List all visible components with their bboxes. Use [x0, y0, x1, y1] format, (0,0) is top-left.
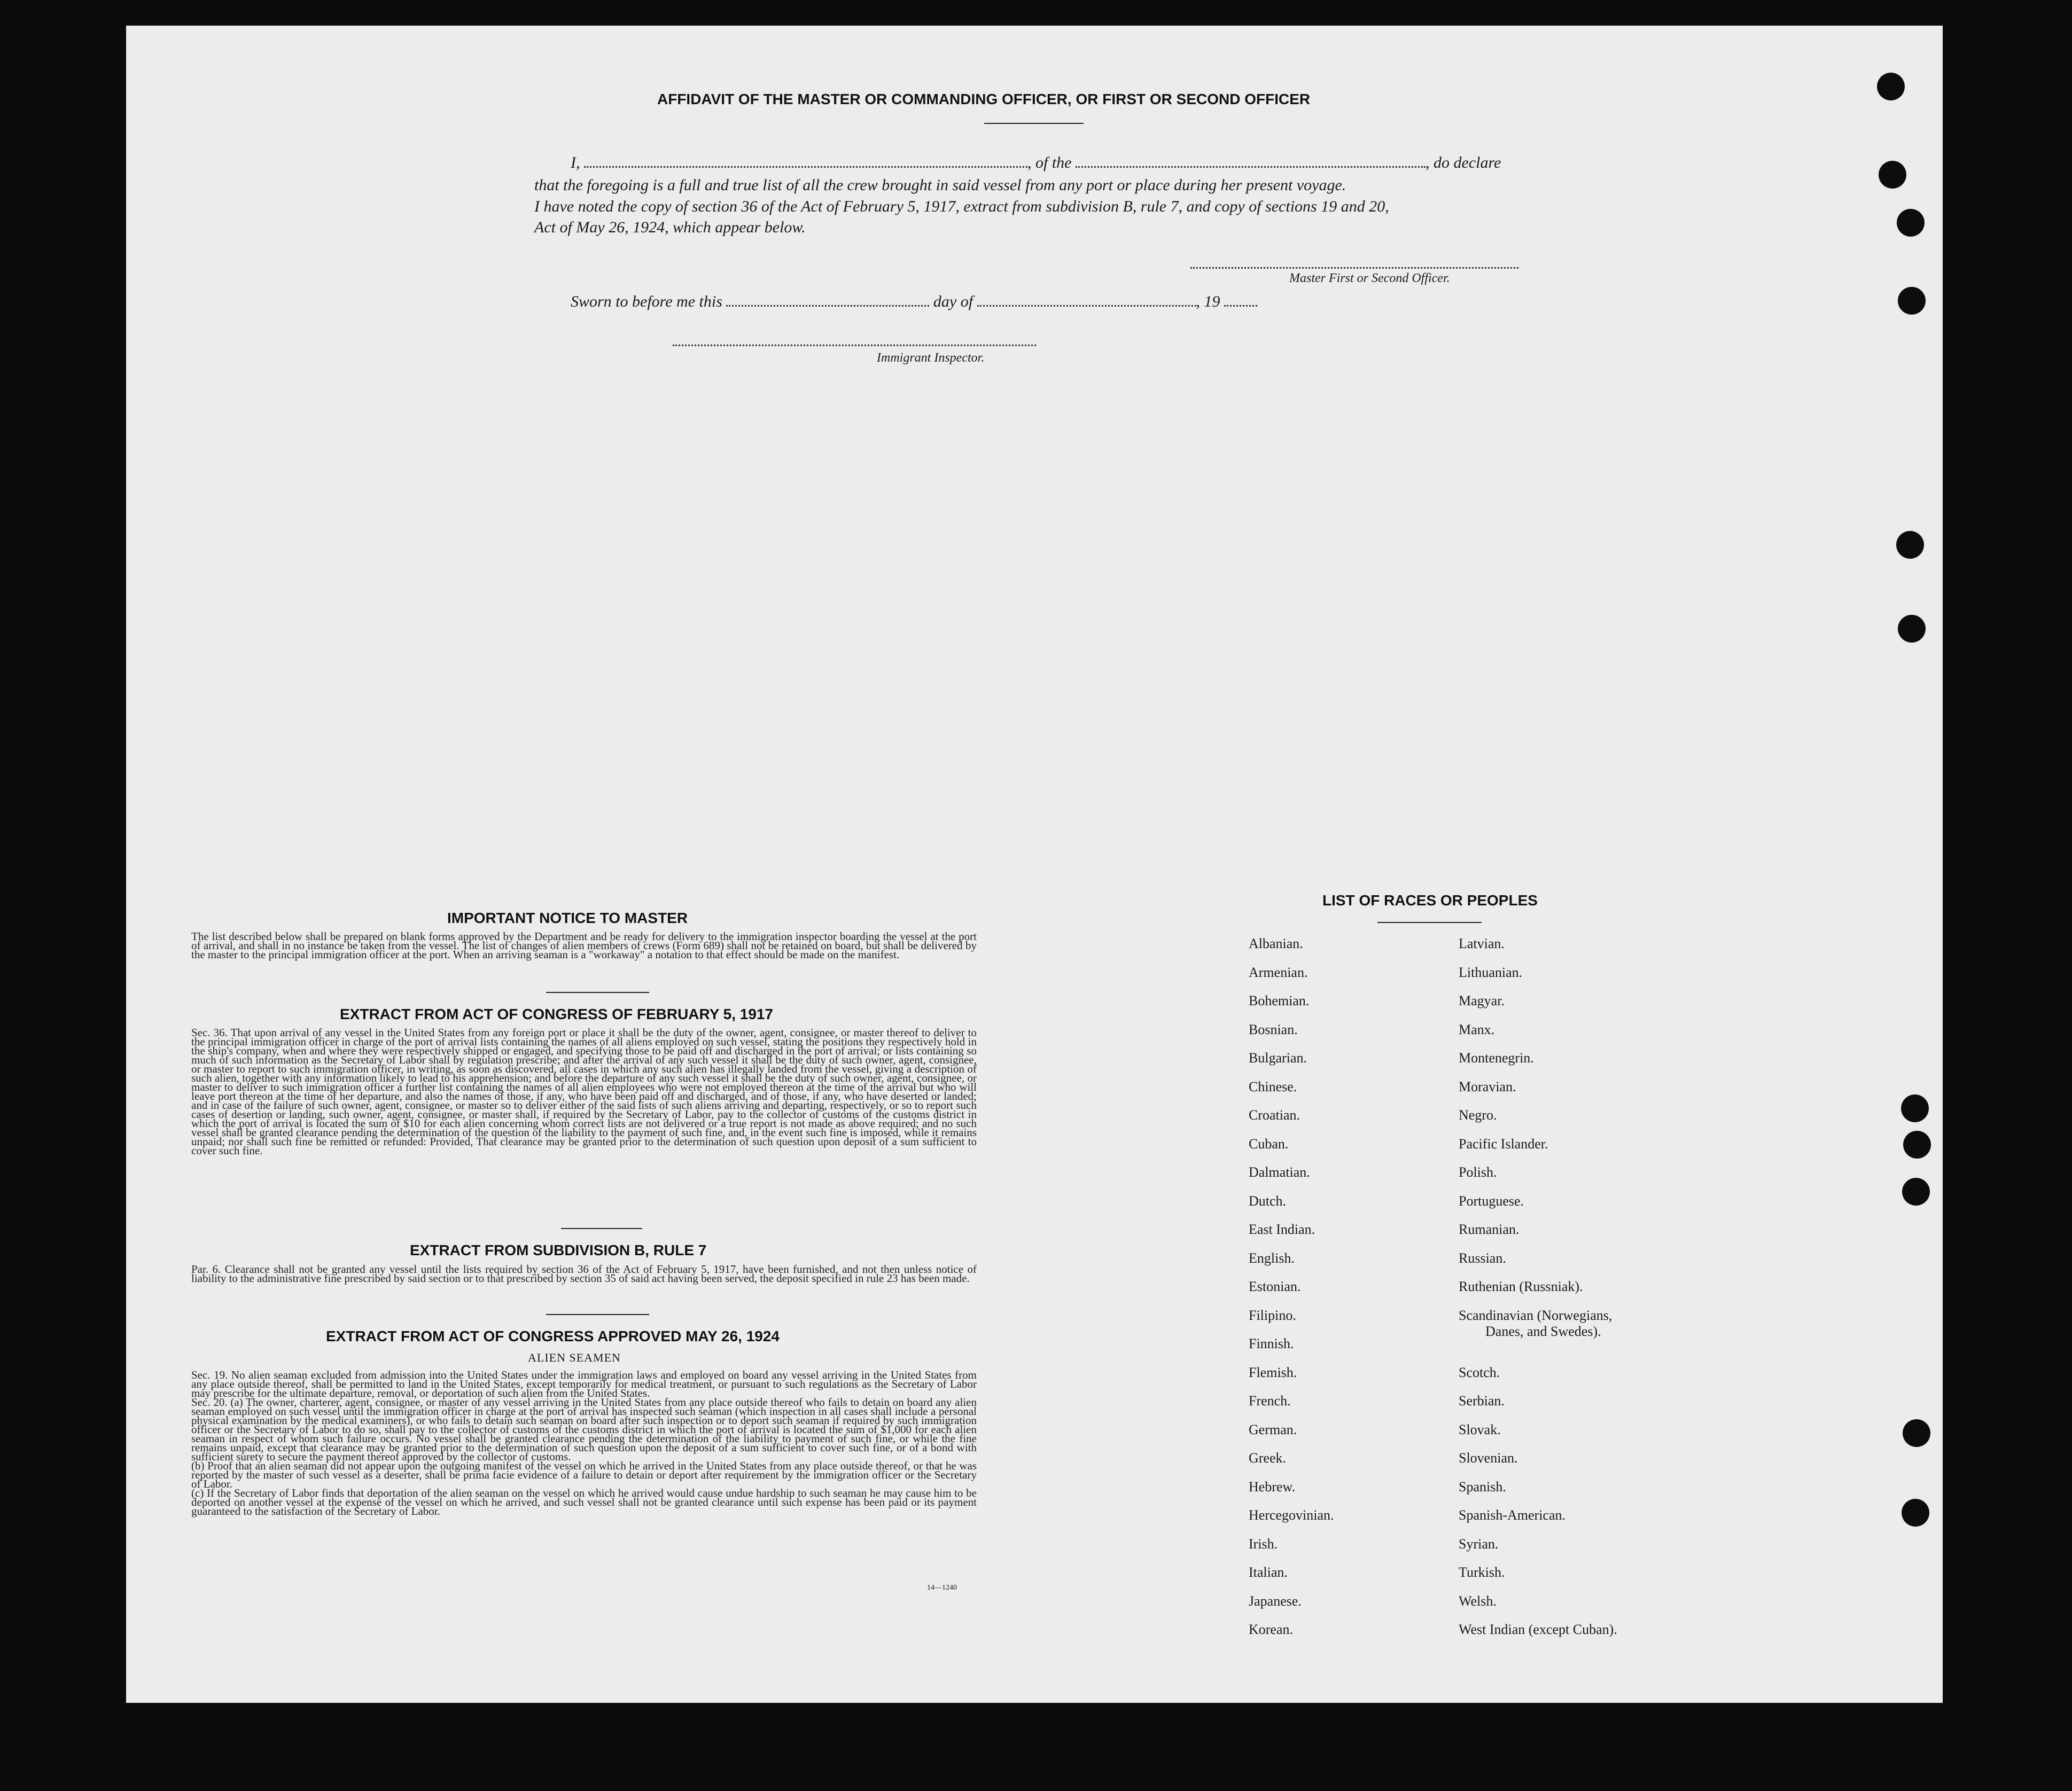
- race-label: Moravian.: [1459, 1078, 1516, 1094]
- race-label-continued: Danes, and Swedes).: [1485, 1323, 1601, 1339]
- binder-hole: [1902, 1178, 1930, 1206]
- sworn-day-field[interactable]: [726, 305, 929, 307]
- race-item: [1459, 1450, 1518, 1466]
- affidavit-i: I,: [571, 154, 580, 171]
- affidavit-declare: , do declare: [1426, 154, 1501, 171]
- notice-title: IMPORTANT NOTICE TO MASTER: [447, 910, 688, 926]
- affidavit-of-the: , of the: [1027, 154, 1072, 171]
- race-item: [1459, 1622, 1617, 1638]
- race-item: Estonian.: [1249, 1279, 1301, 1294]
- race-item: Bulgarian.: [1249, 1050, 1307, 1066]
- race-item: [1459, 1393, 1505, 1409]
- inspector-signature-line[interactable]: [673, 345, 1036, 346]
- race-item: Croatian.: [1249, 1107, 1300, 1123]
- binder-hole: [1898, 287, 1926, 315]
- race-item: [1459, 1136, 1548, 1152]
- race-label: Rumanian.: [1459, 1222, 1520, 1237]
- race-item: [1459, 1250, 1506, 1266]
- sworn-prefix: Sworn to before me this: [571, 293, 722, 310]
- extract-1924-title: EXTRACT FROM ACT OF CONGRESS APPROVED MAY 26, 1924: [326, 1328, 780, 1344]
- extract-1917-body: Sec. 36. That upon arrival of any vessel in the United States from any foreign port or place it shall be the duty of the owner, agent, consignee, or master thereof to deliver to the principal immigration officer in charge of the port of arrival lists containing the names of all aliens employed on such vessel, stating the positions they respectively hold in the ship's company, when and where they were respectively shipped or engaged, and specifying those to be paid off and discharged in the port of arrival; or lists containing so much of such information as the Secretary of Labor shall by regulation prescribe; and after the arrival of any such vessel it shall be the duty of such owner, agent, consignee, or master to report to such immigration officer, in writing, as soon as discovered, all cases in which any such alien has illegally landed from the vessel, giving a description of such alien, together with any information likely to lead to his apprehension; and before the departure of any such vessel it shall be the duty of such owner, agent, consignee, or master to deliver to such immigration officer a further list containing the names of all alien employees who were not employed thereon at the time of the arrival but who will leave port thereon at the time of her departure, and also the names of those, if any, who have been paid off and discharged, and of those, if any, who have deserted or landed; and in case of the failure of such owner, agent, consignee, or master so to deliver either of the said lists of such aliens arriving and departing, respectively, or so to report such cases of desertion or landing, such owner, agent, consignee, or master shall, if required by the Secretary of Labor, pay to the collector of customs of the customs district in which the port of arrival is located the sum of $10 for each alien concerning whom correct lists are not delivered or a true report is not made as above required; and no such vessel shall be granted clearance pending the determination of the question of the liability to the payment of such fine, and, in the event such fine is imposed, while it remains unpaid; nor shall such fine be remitted or refunded: Provided, That clearance may be granted prior to the determination of such question upon deposit of a sum sufficient to cover such fine.: [191, 1026, 977, 1157]
- divider: [1377, 922, 1482, 923]
- divider: [546, 1314, 649, 1315]
- race-label: Pacific Islander.: [1459, 1136, 1548, 1152]
- race-item: Finnish.: [1249, 1336, 1294, 1351]
- divider: [984, 123, 1084, 124]
- race-item: [1459, 1565, 1505, 1581]
- race-item: [1459, 936, 1505, 952]
- race-label: Manx.: [1459, 1021, 1495, 1037]
- race-label: Turkish.: [1459, 1565, 1505, 1580]
- race-label: Montenegrin.: [1459, 1050, 1534, 1066]
- race-label: Scotch.: [1459, 1364, 1500, 1380]
- race-item: Bosnian.: [1249, 1021, 1298, 1037]
- race-label: Syrian.: [1459, 1536, 1499, 1552]
- race-item: [1459, 1422, 1501, 1438]
- race-item: Italian.: [1249, 1565, 1288, 1580]
- race-item: Greek.: [1249, 1450, 1287, 1466]
- affidavit-title: AFFIDAVIT OF THE MASTER OR COMMANDING OFFICER, OR FIRST OR SECOND OFFICER: [657, 91, 1311, 107]
- race-item: [1459, 1107, 1497, 1123]
- race-item: Dalmatian.: [1249, 1164, 1310, 1180]
- binder-hole: [1901, 1094, 1929, 1122]
- race-item: [1459, 1308, 1612, 1340]
- sworn-month-field[interactable]: [977, 305, 1196, 307]
- affidavit-line1: [571, 152, 1543, 173]
- extract-1924-body: [191, 1368, 977, 1518]
- race-item: [1459, 1050, 1534, 1066]
- race-item: [1459, 1593, 1497, 1609]
- race-label: Slovak.: [1459, 1421, 1501, 1437]
- race-label: Ruthenian (Russniak).: [1459, 1279, 1583, 1294]
- binder-hole: [1898, 615, 1926, 643]
- race-item: Chinese.: [1249, 1078, 1297, 1094]
- race-label: Serbian.: [1459, 1393, 1505, 1409]
- race-label: Welsh.: [1459, 1593, 1497, 1609]
- race-item: English.: [1249, 1250, 1295, 1266]
- race-item: [1459, 1365, 1500, 1381]
- affidavit-line4: Act of May 26, 1924, which appear below.: [534, 218, 806, 236]
- race-label: Negro.: [1459, 1107, 1497, 1123]
- sworn-line: [571, 291, 1257, 312]
- race-label: Spanish.: [1459, 1479, 1506, 1495]
- race-label: Latvian.: [1459, 936, 1505, 951]
- race-item: Filipino.: [1249, 1307, 1296, 1323]
- races-title: LIST OF RACES OR PEOPLES: [1322, 892, 1538, 909]
- race-item: [1459, 965, 1522, 981]
- race-item: [1459, 1507, 1565, 1523]
- race-item: German.: [1249, 1421, 1297, 1437]
- notice-body: The list described below shall be prepared on blank forms approved by the Department and be ready for delivery to the immigration inspector boarding the vessel at the port of arrival, and shall in no instance be taken from the vessel. The list of changes of alien members of crews (Form 689) shall not be retained on board, but shall be delivered by the master to the principal immigration officer at the port. When an arriving seaman is a "workaway" a notation to that effect should be made on the manifest.: [191, 930, 977, 961]
- vessel-field[interactable]: [1076, 166, 1426, 168]
- sec19-text: Sec. 19. No alien seaman excluded from admission into the United States under the immigration laws and employed on board any vessel arriving in the United States from any place outside thereof, shall be permitted to land in the United States, except temporarily for medical treatment, or pursuant to such regulations as the Secretary of Labor may prescribe for the ultimate departure, removal, or deportation of such alien from the United States.: [191, 1368, 977, 1399]
- race-item: Flemish.: [1249, 1364, 1297, 1380]
- binder-hole: [1903, 1419, 1930, 1447]
- signature-label: Master First or Second Officer.: [1289, 271, 1450, 285]
- extract-1917-title: EXTRACT FROM ACT OF CONGRESS OF FEBRUARY 5, 1917: [340, 1006, 774, 1022]
- affidavit-line3: I have noted the copy of section 36 of the Act of February 5, 1917, extract from subdivision B, rule 7, and copy of sections 19 and 20,: [534, 198, 1389, 215]
- race-item: Cuban.: [1249, 1136, 1289, 1152]
- name-field[interactable]: [584, 166, 1027, 168]
- sworn-year-field[interactable]: [1224, 305, 1257, 307]
- race-item: Hebrew.: [1249, 1479, 1296, 1495]
- affidavit-line2: that the foregoing is a full and true list of all the crew brought in said vessel from any port or place during her present voyage.: [534, 176, 1346, 194]
- race-item: [1459, 1164, 1497, 1180]
- race-item: [1459, 1479, 1506, 1495]
- binder-hole: [1896, 531, 1924, 559]
- sec20b-text: (b) Proof that an alien seaman did not appear upon the outgoing manifest of the vessel on which he arrived in the United States from any place outside thereof, or that he was reported by the master of such vessel as a deserter, shall be prima facie evidence of a failure to detain or deport after requirement by the immigration officer or the Secretary of Labor.: [191, 1459, 977, 1490]
- race-label: Magyar.: [1459, 993, 1505, 1008]
- race-label: Slovenian.: [1459, 1450, 1518, 1466]
- binder-hole: [1879, 161, 1906, 189]
- race-label: Scandinavian (Norwegians,: [1459, 1307, 1613, 1323]
- race-item: Korean.: [1249, 1622, 1294, 1637]
- race-item: [1459, 1279, 1583, 1295]
- inspector-label: Immigrant Inspector.: [877, 351, 985, 365]
- divider: [561, 1228, 642, 1229]
- binder-hole: [1902, 1499, 1929, 1527]
- race-item: Albanian.: [1249, 936, 1303, 951]
- race-item: East Indian.: [1249, 1222, 1315, 1237]
- race-item: Japanese.: [1249, 1593, 1302, 1609]
- race-label: Portuguese.: [1459, 1193, 1524, 1209]
- race-label: Polish.: [1459, 1164, 1497, 1180]
- race-item: [1459, 1079, 1516, 1095]
- race-item: Irish.: [1249, 1536, 1278, 1552]
- race-label: Spanish-American.: [1459, 1507, 1566, 1523]
- race-label: Russian.: [1459, 1250, 1506, 1266]
- subdivision-b-body: Par. 6. Clearance shall not be granted any vessel until the lists required by section 36 of the Act of February 5, 1917, have been furnished, and not then unless notice of liability to the administrative fine prescribed by said section or to that prescribed by section 35 of said act having been served, the deposit specified in rule 23 has been made.: [191, 1263, 977, 1285]
- subdivision-b-title: EXTRACT FROM SUBDIVISION B, RULE 7: [410, 1242, 707, 1258]
- sworn-year: , 19: [1196, 293, 1220, 310]
- race-label: Lithuanian.: [1459, 964, 1523, 980]
- form-number: 14—1240: [927, 1584, 957, 1592]
- race-item: Hercegovinian.: [1249, 1507, 1334, 1523]
- race-label: West Indian (except Cuban).: [1459, 1622, 1617, 1637]
- sec20c-text: (c) If the Secretary of Labor finds that deportation of the alien seaman on the vessel on which he arrived would cause undue hardship to such seaman he may cause him to be deported on another vessel at the expense of the vessel on which he arrived, and such vessel shall not be granted clearance until such expense has been paid or its payment guaranteed to the satisfaction of the Secretary of Labor.: [191, 1487, 977, 1518]
- race-item: [1459, 1222, 1519, 1238]
- race-item: Armenian.: [1249, 964, 1308, 980]
- binder-hole: [1903, 1131, 1931, 1159]
- divider: [546, 992, 649, 993]
- race-item: [1459, 1022, 1494, 1038]
- binder-hole: [1897, 209, 1925, 237]
- race-item: French.: [1249, 1393, 1291, 1409]
- race-item: Bohemian.: [1249, 993, 1310, 1008]
- race-item: [1459, 1193, 1524, 1209]
- race-item: Dutch.: [1249, 1193, 1287, 1209]
- sworn-day-of: day of: [933, 293, 973, 310]
- sec20a-text: Sec. 20. (a) The owner, charterer, agent, consignee, or master of any vessel arriving in the United States from any place outside thereof who fails to detain on board any alien seaman employed on such vessel until the immigration officer in charge at the port of arrival has inspected such seaman (which inspection in all cases shall include a personal physical examination by the medical examiners), or who fails to detain such seaman on board after such inspection or to deport such seaman if required by such immigration officer or the Secretary of Labor to do so, shall pay to the collector of customs of the customs district in which the port of arrival is located the sum of $1,000 for each alien seaman in respect of whom such failure occurs. No vessel shall be granted clearance pending the determination of the liability to payment of such fine, or while the fine remains unpaid, except that clearance may be granted prior to the determination of such question upon the deposit of a sum sufficient to cover such fine, or of a bond with sufficient surety to secure the payment thereof approved by the collector of customs.: [191, 1396, 977, 1463]
- binder-hole: [1877, 73, 1905, 100]
- race-item: [1459, 1536, 1498, 1552]
- extract-1924-subtitle: ALIEN SEAMEN: [528, 1351, 621, 1364]
- race-item: [1459, 993, 1505, 1009]
